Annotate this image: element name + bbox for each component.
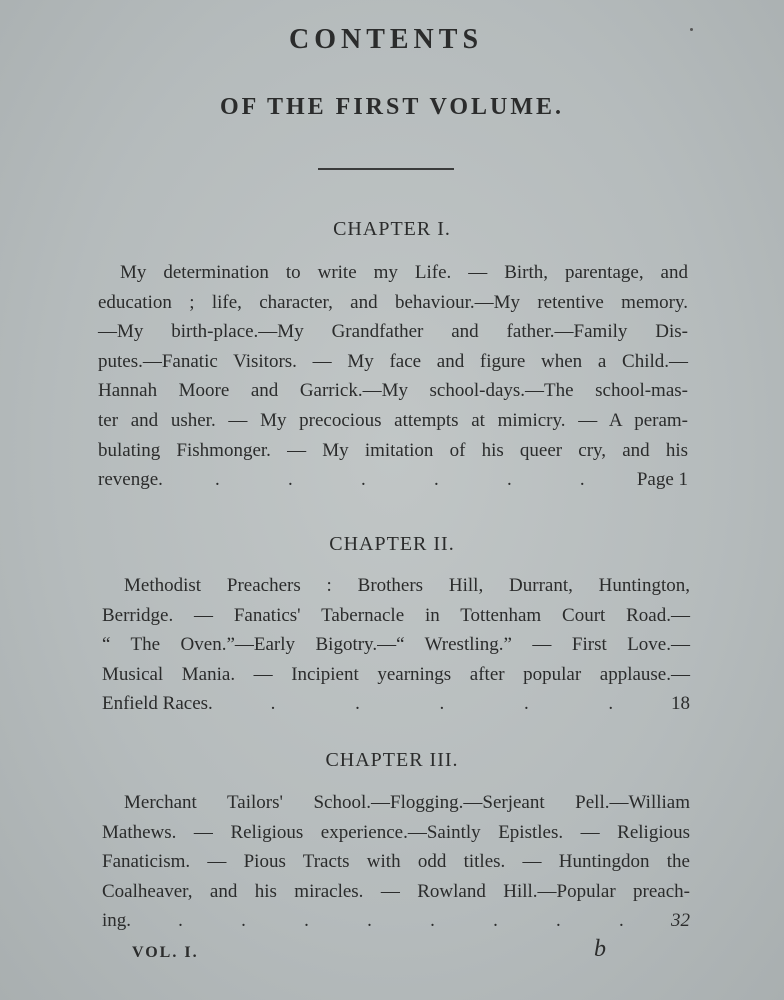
paper-speck — [690, 28, 693, 31]
summary-line: Fanaticism. — Pious Tracts with odd titles. — Huntingdon the — [102, 851, 690, 873]
page-number: 32 — [671, 910, 690, 932]
summary-line: Hannah Moore and Garrick.—My school-days.—The school-mas- — [98, 380, 688, 402]
summary-line: Methodist Preachers : Brothers Hill, Durrant, Huntington, — [124, 575, 690, 596]
chapter-1-heading: CHAPTER I. — [333, 218, 451, 240]
page-number: Page 1 — [636, 469, 688, 491]
summary-line-end: Enfield Races. — [102, 693, 213, 715]
summary-line: Mathews. — Religious experience.—Saintly Epistles. — Religious — [102, 821, 690, 843]
divider-rule — [318, 168, 454, 170]
page-subtitle: OF THE FIRST VOLUME. — [219, 94, 565, 120]
summary-line: Merchant Tailors' School.—Flogging.—Serjeant Pell.—William — [124, 792, 690, 813]
summary-line: putes.—Fanatic Visitors. — My face and figure when a Child.— — [98, 350, 688, 372]
summary-line: Berridge. — Fanatics' Tabernacle in Tottenham Court Road.— — [102, 604, 690, 626]
page-number: 18 — [671, 693, 690, 715]
summary-line: bulating Fishmonger. — My imitation of his queer cry, and his — [98, 439, 688, 461]
summary-last-line — [102, 906, 690, 936]
summary-line: —My birth-place.—My Grandfather and father.—Family Dis- — [98, 321, 688, 343]
leader-dots: . . . . . — [270, 693, 614, 715]
summary-line: Musical Mania. — Incipient yearnings after popular applause.— — [102, 663, 690, 685]
summary-line-end: ing. — [102, 910, 132, 932]
volume-label: VOL. I. — [132, 944, 199, 961]
chapter-3-heading: CHAPTER III. — [325, 749, 459, 771]
chapter-1-summary — [98, 258, 688, 495]
page-title: CONTENTS — [288, 24, 484, 55]
summary-last-line — [102, 689, 690, 719]
chapter-2-heading: CHAPTER II. — [329, 533, 455, 555]
summary-line: Coalheaver, and his miracles. — Rowland Hill.—Popular preach- — [102, 880, 690, 902]
leader-dots: . . . . . . . . — [178, 910, 624, 932]
summary-last-line — [98, 465, 688, 495]
summary-line: education ; life, character, and behaviour.—My retentive memory. — [98, 291, 688, 313]
chapter-2-summary — [102, 571, 690, 719]
chapter-3-summary — [102, 788, 690, 936]
summary-line: “ The Oven.”—Early Bigotry.—“ Wrestling.” — First Love.— — [102, 634, 690, 656]
leader-dots: . . . . . . — [215, 469, 585, 491]
summary-line-end: revenge. — [98, 469, 163, 491]
signature-mark: b — [594, 936, 606, 962]
summary-line: ter and usher. — My precocious attempts at mimicry. — A peram- — [98, 409, 688, 431]
summary-line: My determination to write my Life. — Birth, parentage, and — [120, 262, 688, 283]
